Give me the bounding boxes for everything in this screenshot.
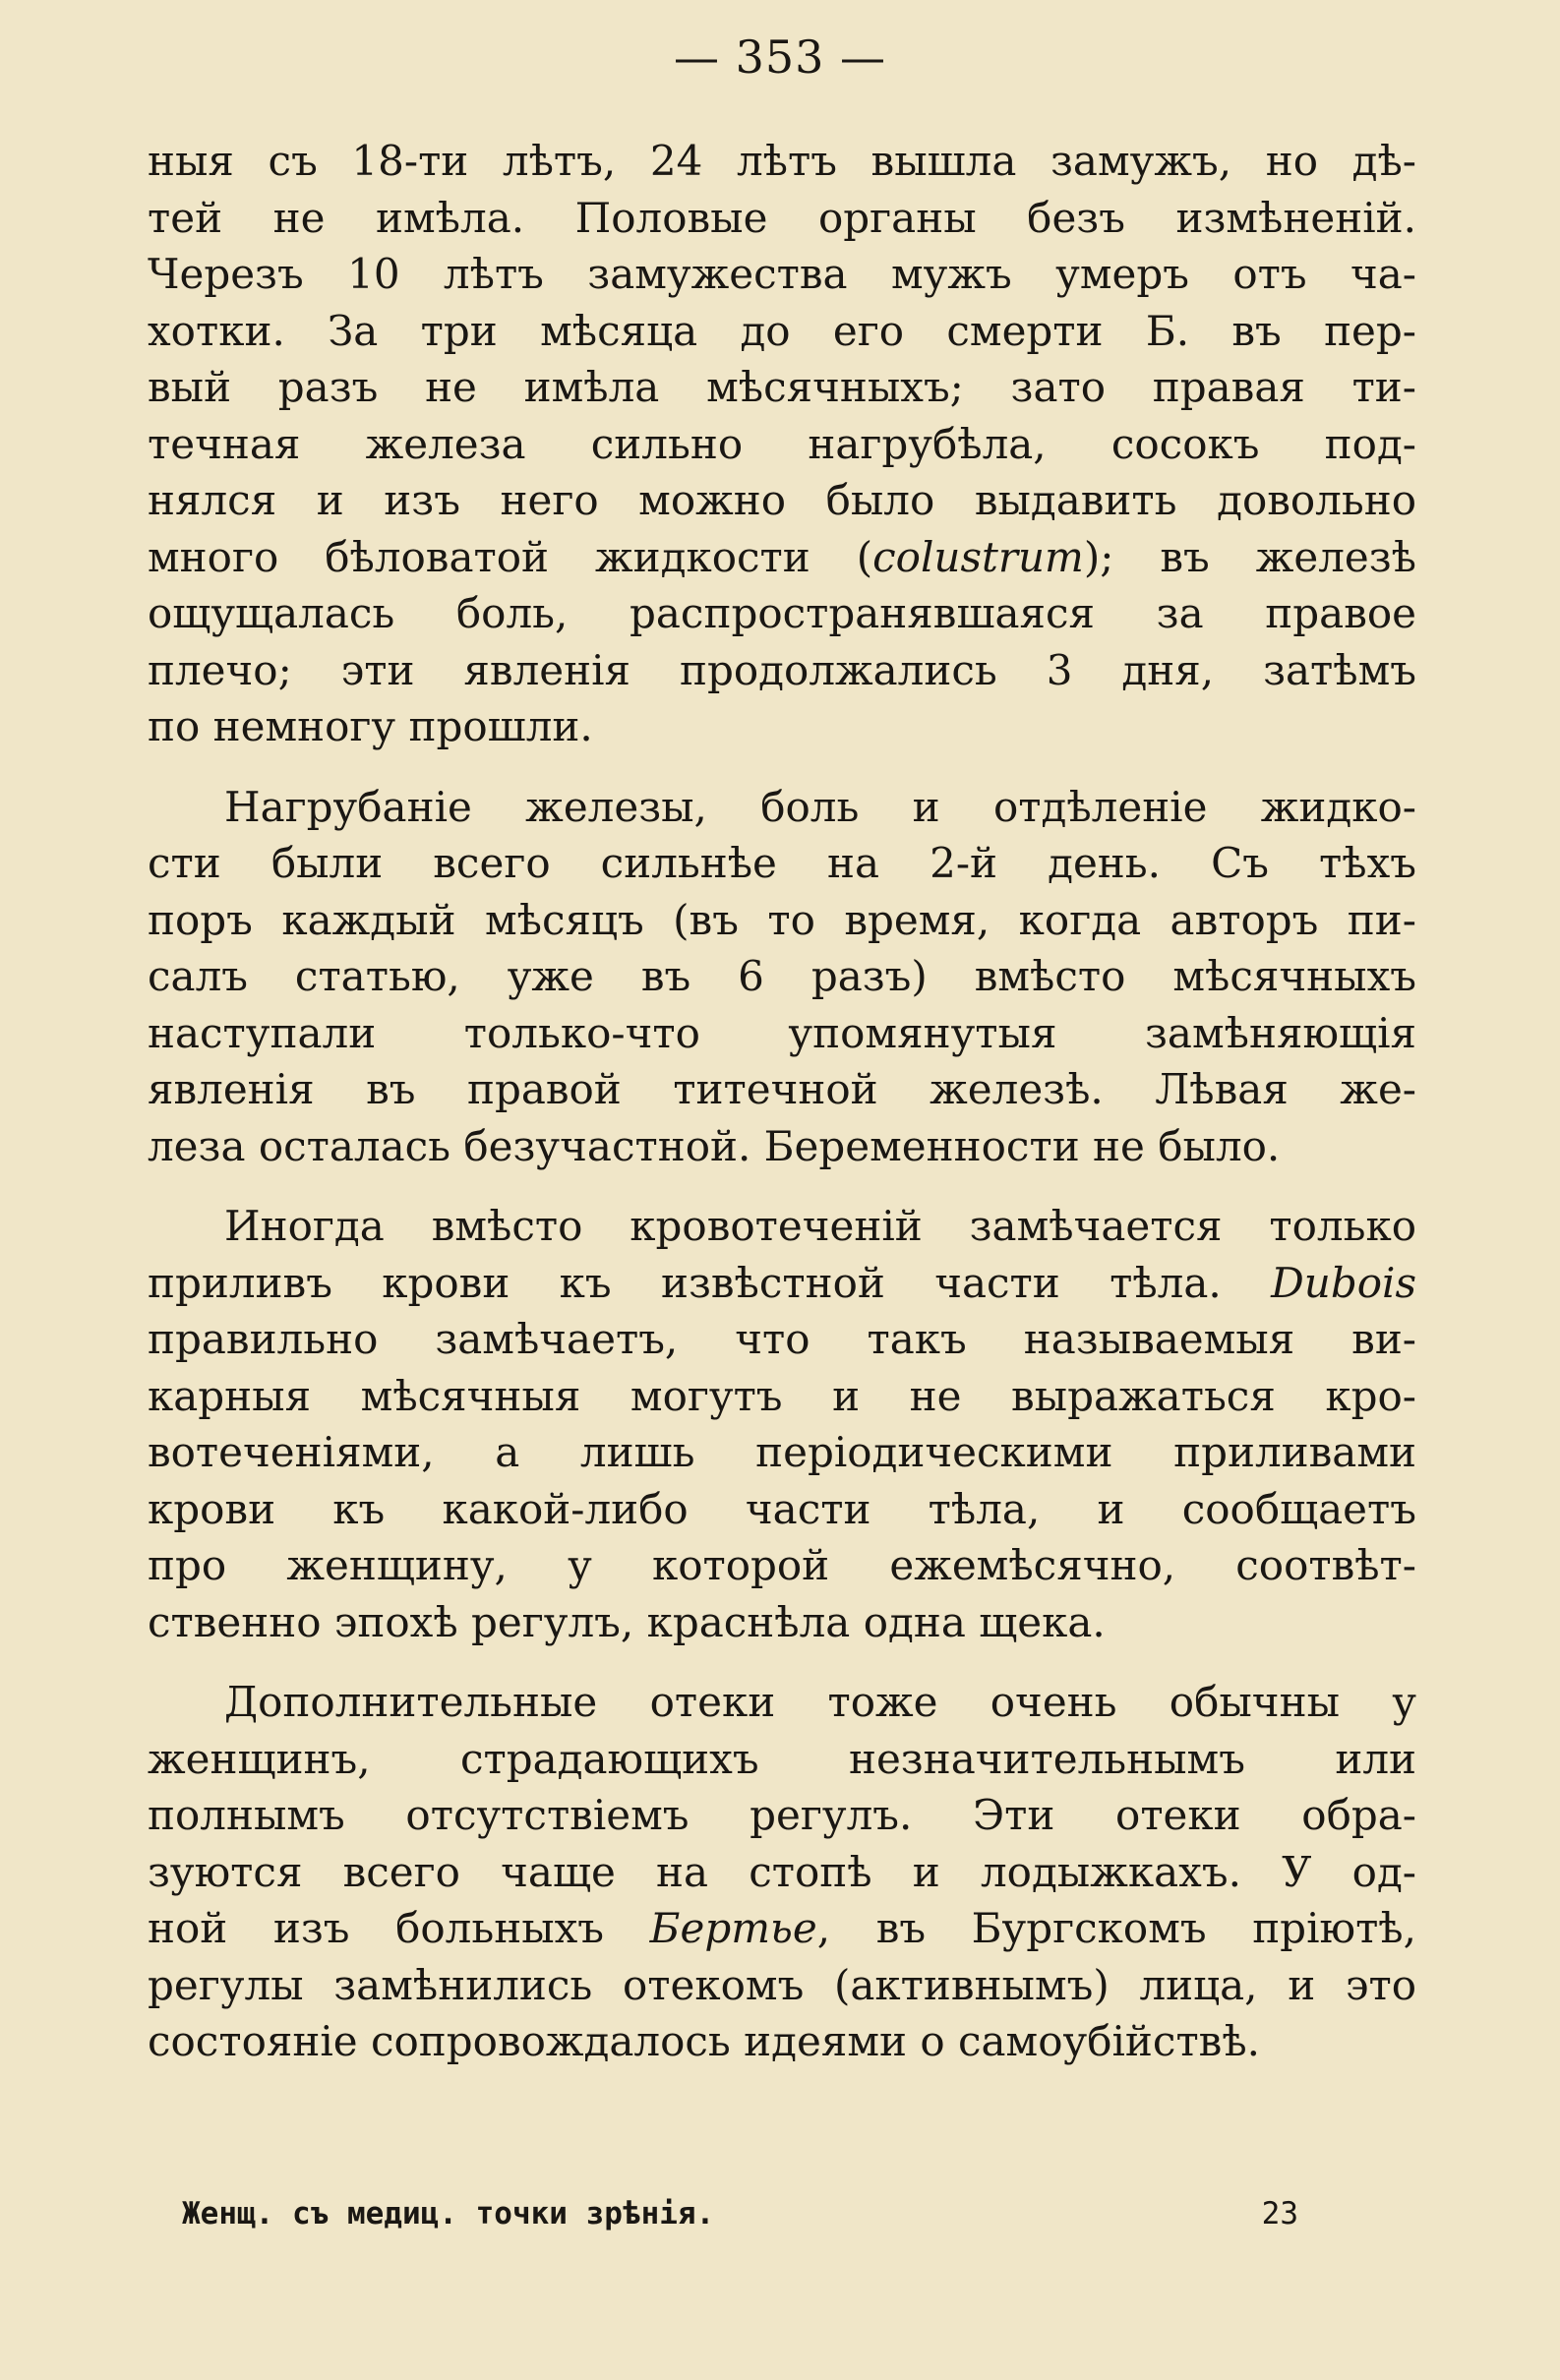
text-run: , въ Бургскомъ пріютѣ,: [816, 1904, 1416, 1952]
text-line: [148, 779, 1416, 836]
text-line: [148, 1198, 1416, 1255]
signature-mark: 23: [1261, 2196, 1298, 2231]
text-run: ной изъ больныхъ: [148, 1904, 650, 1952]
body-text: [148, 133, 1416, 2070]
text-line: [148, 246, 1416, 303]
text-run: ); въ железѣ: [1083, 532, 1416, 581]
text-line: [148, 1311, 1416, 1368]
text-run: приливъ крови къ извѣстной части тѣла.: [148, 1258, 1272, 1307]
paragraph: [148, 1198, 1416, 1650]
paragraph: [148, 779, 1416, 1175]
text-run: зуются всего чаще на стопѣ и лодыжкахъ. У од-: [148, 1847, 1416, 1896]
text-line: [148, 1900, 1416, 1957]
text-run: карныя мѣсячныя могутъ и не выражаться кро-: [148, 1371, 1416, 1420]
text-line: [148, 1061, 1416, 1118]
text-run: ощущалась боль, распространявшаяся за правое: [148, 589, 1416, 637]
text-line: [148, 190, 1416, 247]
text-run: крови къ какой-либо части тѣла, и сообщаетъ: [148, 1484, 1416, 1533]
text-run: ныя съ 18-ти лѣтъ, 24 лѣтъ вышла замужъ, но дѣ-: [148, 137, 1416, 185]
text-line: [148, 303, 1416, 360]
text-run: Иногда вмѣсто кровотеченій замѣчается только: [224, 1202, 1416, 1250]
text-line: [148, 133, 1416, 190]
page-number: — 353 —: [673, 30, 887, 84]
paragraph: [148, 1674, 1416, 2070]
text-run: течная железа сильно нагрубѣла, сосокъ под-: [148, 419, 1416, 468]
text-run: Нагрубаніе железы, боль и отдѣленіе жидко-: [224, 782, 1416, 831]
paragraph-gap: [148, 1650, 1416, 1674]
text-run: салъ статью, уже въ 6 разъ) вмѣсто мѣсячныхъ: [148, 952, 1416, 1000]
text-run: полнымъ отсутствіемъ регулъ. Эти отеки обра-: [148, 1791, 1416, 1839]
text-run: вый разъ не имѣла мѣсячныхъ; зато правая ти-: [148, 363, 1416, 411]
italic-text: Dubois: [1271, 1258, 1416, 1307]
text-line: [148, 1424, 1416, 1481]
text-run: поръ каждый мѣсяцъ (въ то время, когда авторъ пи-: [148, 895, 1416, 944]
text-run: правильно замѣчаетъ, что такъ называемыя ви-: [148, 1315, 1416, 1363]
text-run: женщинъ, страдающихъ незначительнымъ или: [148, 1734, 1416, 1783]
text-run: леза осталась безучастной. Беременности не было.: [148, 1121, 1281, 1170]
text-run: наступали только-что упомянутыя замѣняющія: [148, 1008, 1416, 1057]
text-line: [148, 416, 1416, 473]
text-run: вотеченіями, а лишь періодическими приливами: [148, 1428, 1416, 1476]
text-line: [148, 2013, 1416, 2070]
text-run: ственно эпохѣ регулъ, краснѣла одна щека.: [148, 1597, 1106, 1646]
text-line: [148, 1674, 1416, 1731]
text-run: про женщину, у которой ежемѣсячно, соотвѣт-: [148, 1541, 1416, 1589]
text-line: [148, 529, 1416, 586]
paragraph-gap: [148, 755, 1416, 779]
text-line: [148, 1844, 1416, 1901]
italic-text: colustrum: [872, 532, 1084, 581]
text-run: много бѣловатой жидкости (: [148, 532, 873, 581]
text-line: [148, 1005, 1416, 1062]
text-line: [148, 1537, 1416, 1594]
text-line: [148, 698, 1416, 755]
text-run: регулы замѣнились отекомъ (активнымъ) лица, и это: [148, 1960, 1416, 2009]
text-line: [148, 1731, 1416, 1788]
footer-short-title: Женщ. съ медиц. точки зрѣнія.: [182, 2196, 715, 2231]
text-run: тей не имѣла. Половые органы безъ измѣненій.: [148, 193, 1416, 242]
text-run: Черезъ 10 лѣтъ замужества мужъ умеръ отъ ча-: [148, 250, 1416, 298]
text-line: [148, 1255, 1416, 1312]
text-line: [148, 1368, 1416, 1425]
text-line: [148, 1118, 1416, 1175]
text-line: [148, 1957, 1416, 2014]
text-line: [148, 892, 1416, 949]
paragraph: [148, 133, 1416, 755]
text-run: явленія въ правой титечной железѣ. Лѣвая же-: [148, 1065, 1416, 1113]
text-line: [148, 642, 1416, 699]
text-run: сти были всего сильнѣе на 2-й день. Съ тѣхъ: [148, 839, 1416, 887]
text-run: хотки. За три мѣсяца до его смерти Б. въ пер-: [148, 306, 1416, 355]
text-run: Дополнительные отеки тоже очень обычны у: [224, 1678, 1416, 1726]
paragraph-gap: [148, 1174, 1416, 1198]
text-line: [148, 359, 1416, 416]
text-line: [148, 1594, 1416, 1651]
italic-text: Бертье: [649, 1904, 817, 1952]
page-footer: [182, 2189, 1298, 2238]
text-line: [148, 1787, 1416, 1844]
text-line: [148, 835, 1416, 892]
text-line: [148, 1481, 1416, 1538]
text-line: [148, 948, 1416, 1005]
text-run: плечо; эти явленія продолжались 3 дня, затѣмъ: [148, 645, 1416, 694]
text-line: [148, 472, 1416, 529]
text-run: состояніе сопровождалось идеями о самоубійствѣ.: [148, 2017, 1261, 2065]
text-run: нялся и изъ него можно было выдавить довольно: [148, 476, 1416, 524]
text-line: [148, 585, 1416, 642]
text-run: по немногу прошли.: [148, 702, 593, 750]
